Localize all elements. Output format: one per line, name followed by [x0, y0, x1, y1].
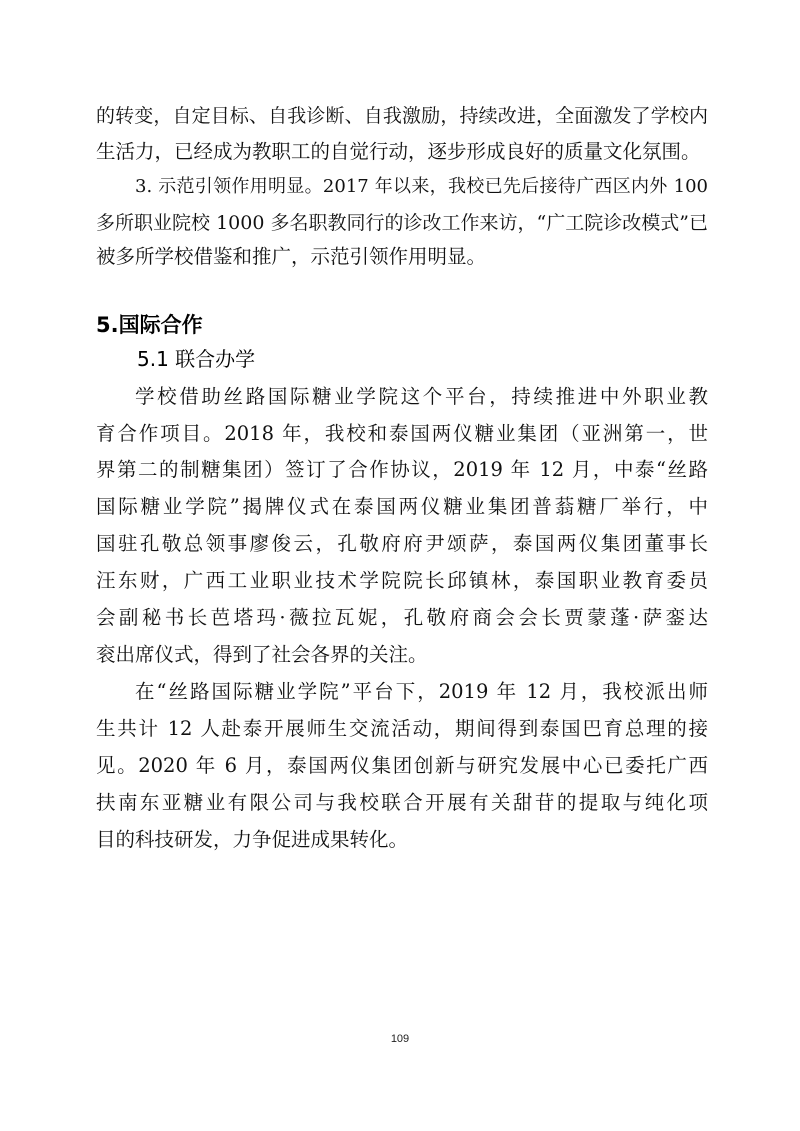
- text-line: 见。2020 年 6 月，泰国两仪集团创新与研究发展中心已委托广西: [96, 754, 708, 777]
- text-line: 会副秘书长芭塔玛·薇拉瓦妮，孔敬府商会会长贾蒙蓬·萨銮达: [96, 606, 708, 629]
- text-line: 在“丝路国际糖业学院”平台下，2019 年 12 月，我校派出师: [135, 680, 708, 703]
- text-line: 生活力，已经成为教职工的自觉行动，逐步形成良好的质量文化氛围。: [96, 140, 701, 163]
- text-line: 的转变，自定目标、自我诊断、自我激励，持续改进，全面激发了学校内: [96, 105, 708, 127]
- page-number: 109: [390, 1033, 410, 1045]
- text-line: 3. 示范引领作用明显。2017 年以来，我校已先后接待广西区内外 100: [135, 176, 708, 197]
- text-line: 学校借助丝路国际糖业学院这个平台，持续推进中外职业教: [135, 385, 708, 408]
- text-line: 育合作项目。2018 年，我校和泰国两仪糖业集团（亚洲第一，世: [96, 422, 708, 445]
- subsection-heading: 5.1 联合办学: [137, 347, 256, 371]
- text-line: 目的科技研发，力争促进成果转化。: [96, 828, 409, 851]
- text-line: 国驻孔敬总领事廖俊云，孔敬府府尹颂萨，泰国两仪集团董事长: [96, 532, 708, 555]
- text-line: 国际糖业学院”揭牌仪式在泰国两仪糖业集团普蓊糖厂举行，中: [96, 495, 708, 518]
- text-line: 生共计 12 人赴泰开展师生交流活动，期间得到泰国巴育总理的接: [96, 717, 708, 740]
- section-heading: 5.国际合作: [96, 313, 203, 337]
- text-line: 界第二的制糖集团）签订了合作协议，2019 年 12 月，中泰“丝路: [96, 458, 708, 481]
- text-line: 多所职业院校 1000 多名职教同行的诊改工作来访，“广工院诊改模式”已: [96, 212, 708, 234]
- text-line: 扶南东亚糖业有限公司与我校联合开展有关甜苷的提取与纯化项: [96, 791, 708, 814]
- text-line: 被多所学校借鉴和推广，示范引领作用明显。: [96, 245, 487, 268]
- text-line: 汪东财，广西工业职业技术学院院长邱镇林，泰国职业教育委员: [96, 569, 708, 592]
- text-line: 衮出席仪式，得到了社会各界的关注。: [96, 643, 428, 666]
